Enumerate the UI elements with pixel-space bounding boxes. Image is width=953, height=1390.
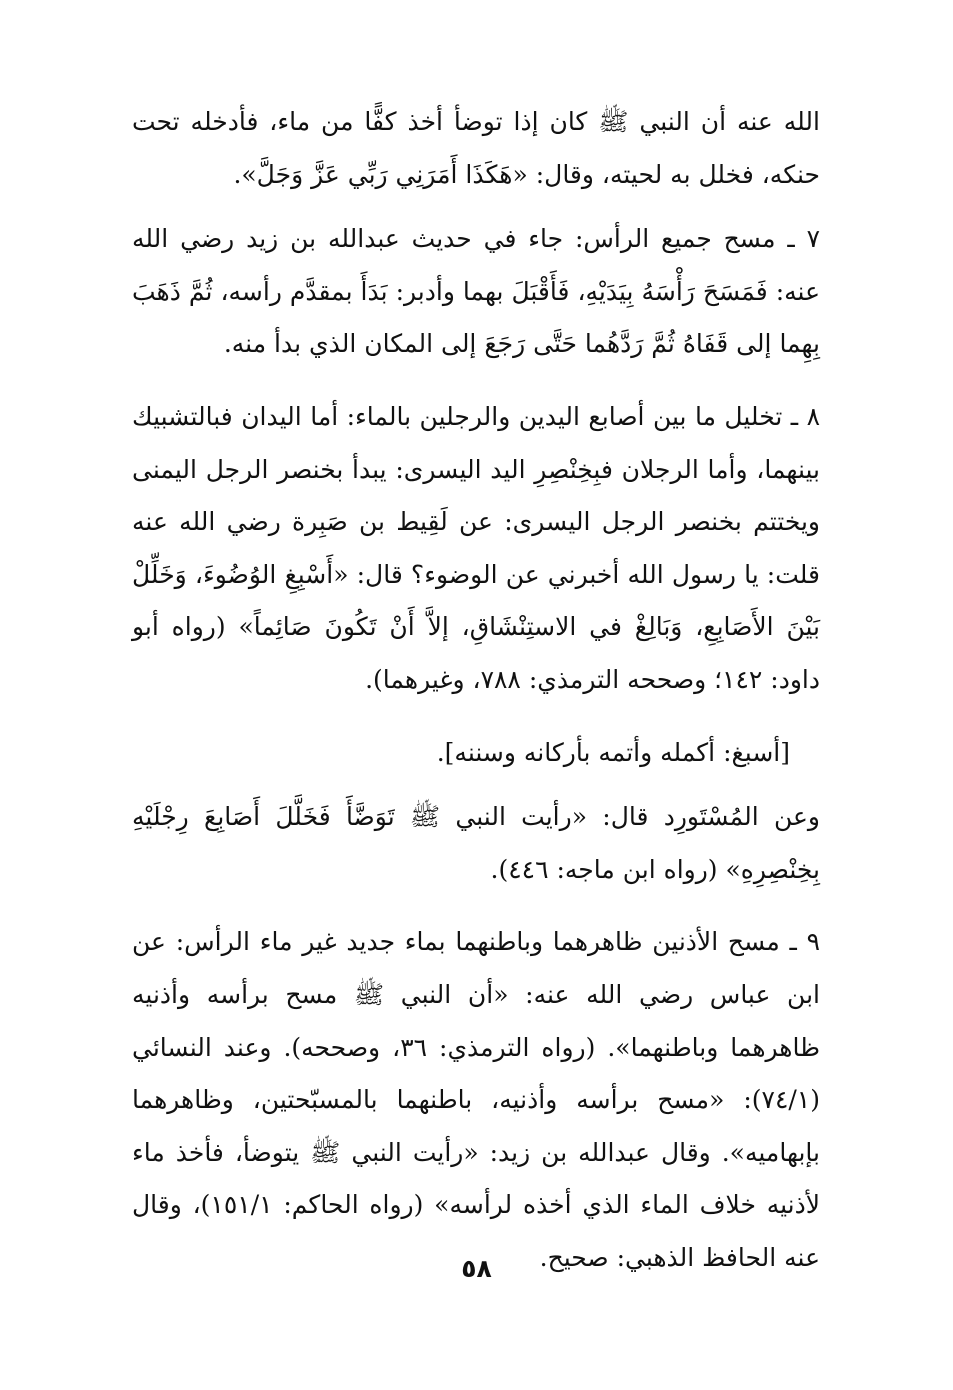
paragraph-item-7-head-wiping: ٧ ـ مسح جميع الرأس: جاء في حديث عبدالله بن زيد رضي الله عنه: فَمَسَحَ رَأْسَهُ بِيَدَيْهِ، فَأَقْبَلَ بهما وأدبر: بَدَأَ بمقدَّم رأسه، ثُمَّ ذَهَبَ بِهِما إلى قَفَاهُ ثُمَّ رَدَّهُما حَتَّى رَجَعَ إلى المكان الذي بدأ منه. (132, 224, 820, 359)
page-number: ٥٨ (461, 1254, 492, 1283)
paragraph-mustawrid-hadith: وعن المُسْتَورِد قال: «رأيت النبي ﷺ تَوَضَّأَ فَخَلَّلَ أَصَابِعَ رِجْلَيْهِ بِخِنْصِرِهِ» (رواه ابن ماجه: ٤٤٦). (132, 802, 820, 884)
paragraph-beard-wiping: الله عنه أن النبي ﷺ كان إذا توضأ أخذ كفًّا من ماء، فأدخله تحت حنكه، فخلل به لحيته، وقال: «هَكَذَا أَمَرَنِي رَبِّي عَزَّ وَجَلَّ». (132, 107, 820, 189)
paragraph-item-8-fingers-toes: ٨ ـ تخليل ما بين أصابع اليدين والرجلين بالماء: أما اليدان فبالتشبيك بينهما، وأما الرجلان فبِخِنْصِرِ اليد اليسرى: يبدأ بخنصر الرجل اليمنى ويختتم بخنصر الرجل اليسرى: عن لَقِيط بن صَبِرة رضي الله عنه قلت: يا رسول الله أخبرني عن الوضوء؟ قال: «أَسْبِغِ الوُضُوءَ، وَخَلِّلْ بَيْنَ الأَصَابِعِ، وَبَالِغْ في الاستِنْشَاقِ، إلاَّ أَنْ تَكُونَ صَائِماً» (رواه أبو داود: ١٤٢؛ وصححه الترمذي: ٧٨٨، وغيرهما). (132, 401, 820, 694)
page-body (132, 96, 820, 1284)
paragraph-definition-asbigh: [أسبغ: أكمله وأتمه بأركانه وسننه]. (436, 737, 790, 767)
paragraph-item-9-ears-wiping: ٩ ـ مسح الأذنين ظاهرهما وباطنهما بماء جديد غير ماء الرأس: عن ابن عباس رضي الله عنه: «أن النبي ﷺ مسح برأسه وأذنيه ظاهرهما وباطنهما». (رواه الترمذي: ٣٦، وصححه). وعند النسائي (٧٤/١): «مسح برأسه وأذنيه، باطنهما بالمسبّحتين، وظاهرهما بإبهاميه». وقال عبدالله بن زيد: «رأيت النبي ﷺ يتوضأ، فأخذ ماء لأذنيه خلاف الماء الذي أخذه لرأسه» (رواه الحاكم: ١٥١/١)، وقال عنه الحافظ الذهبي: صحيح. (132, 927, 820, 1272)
